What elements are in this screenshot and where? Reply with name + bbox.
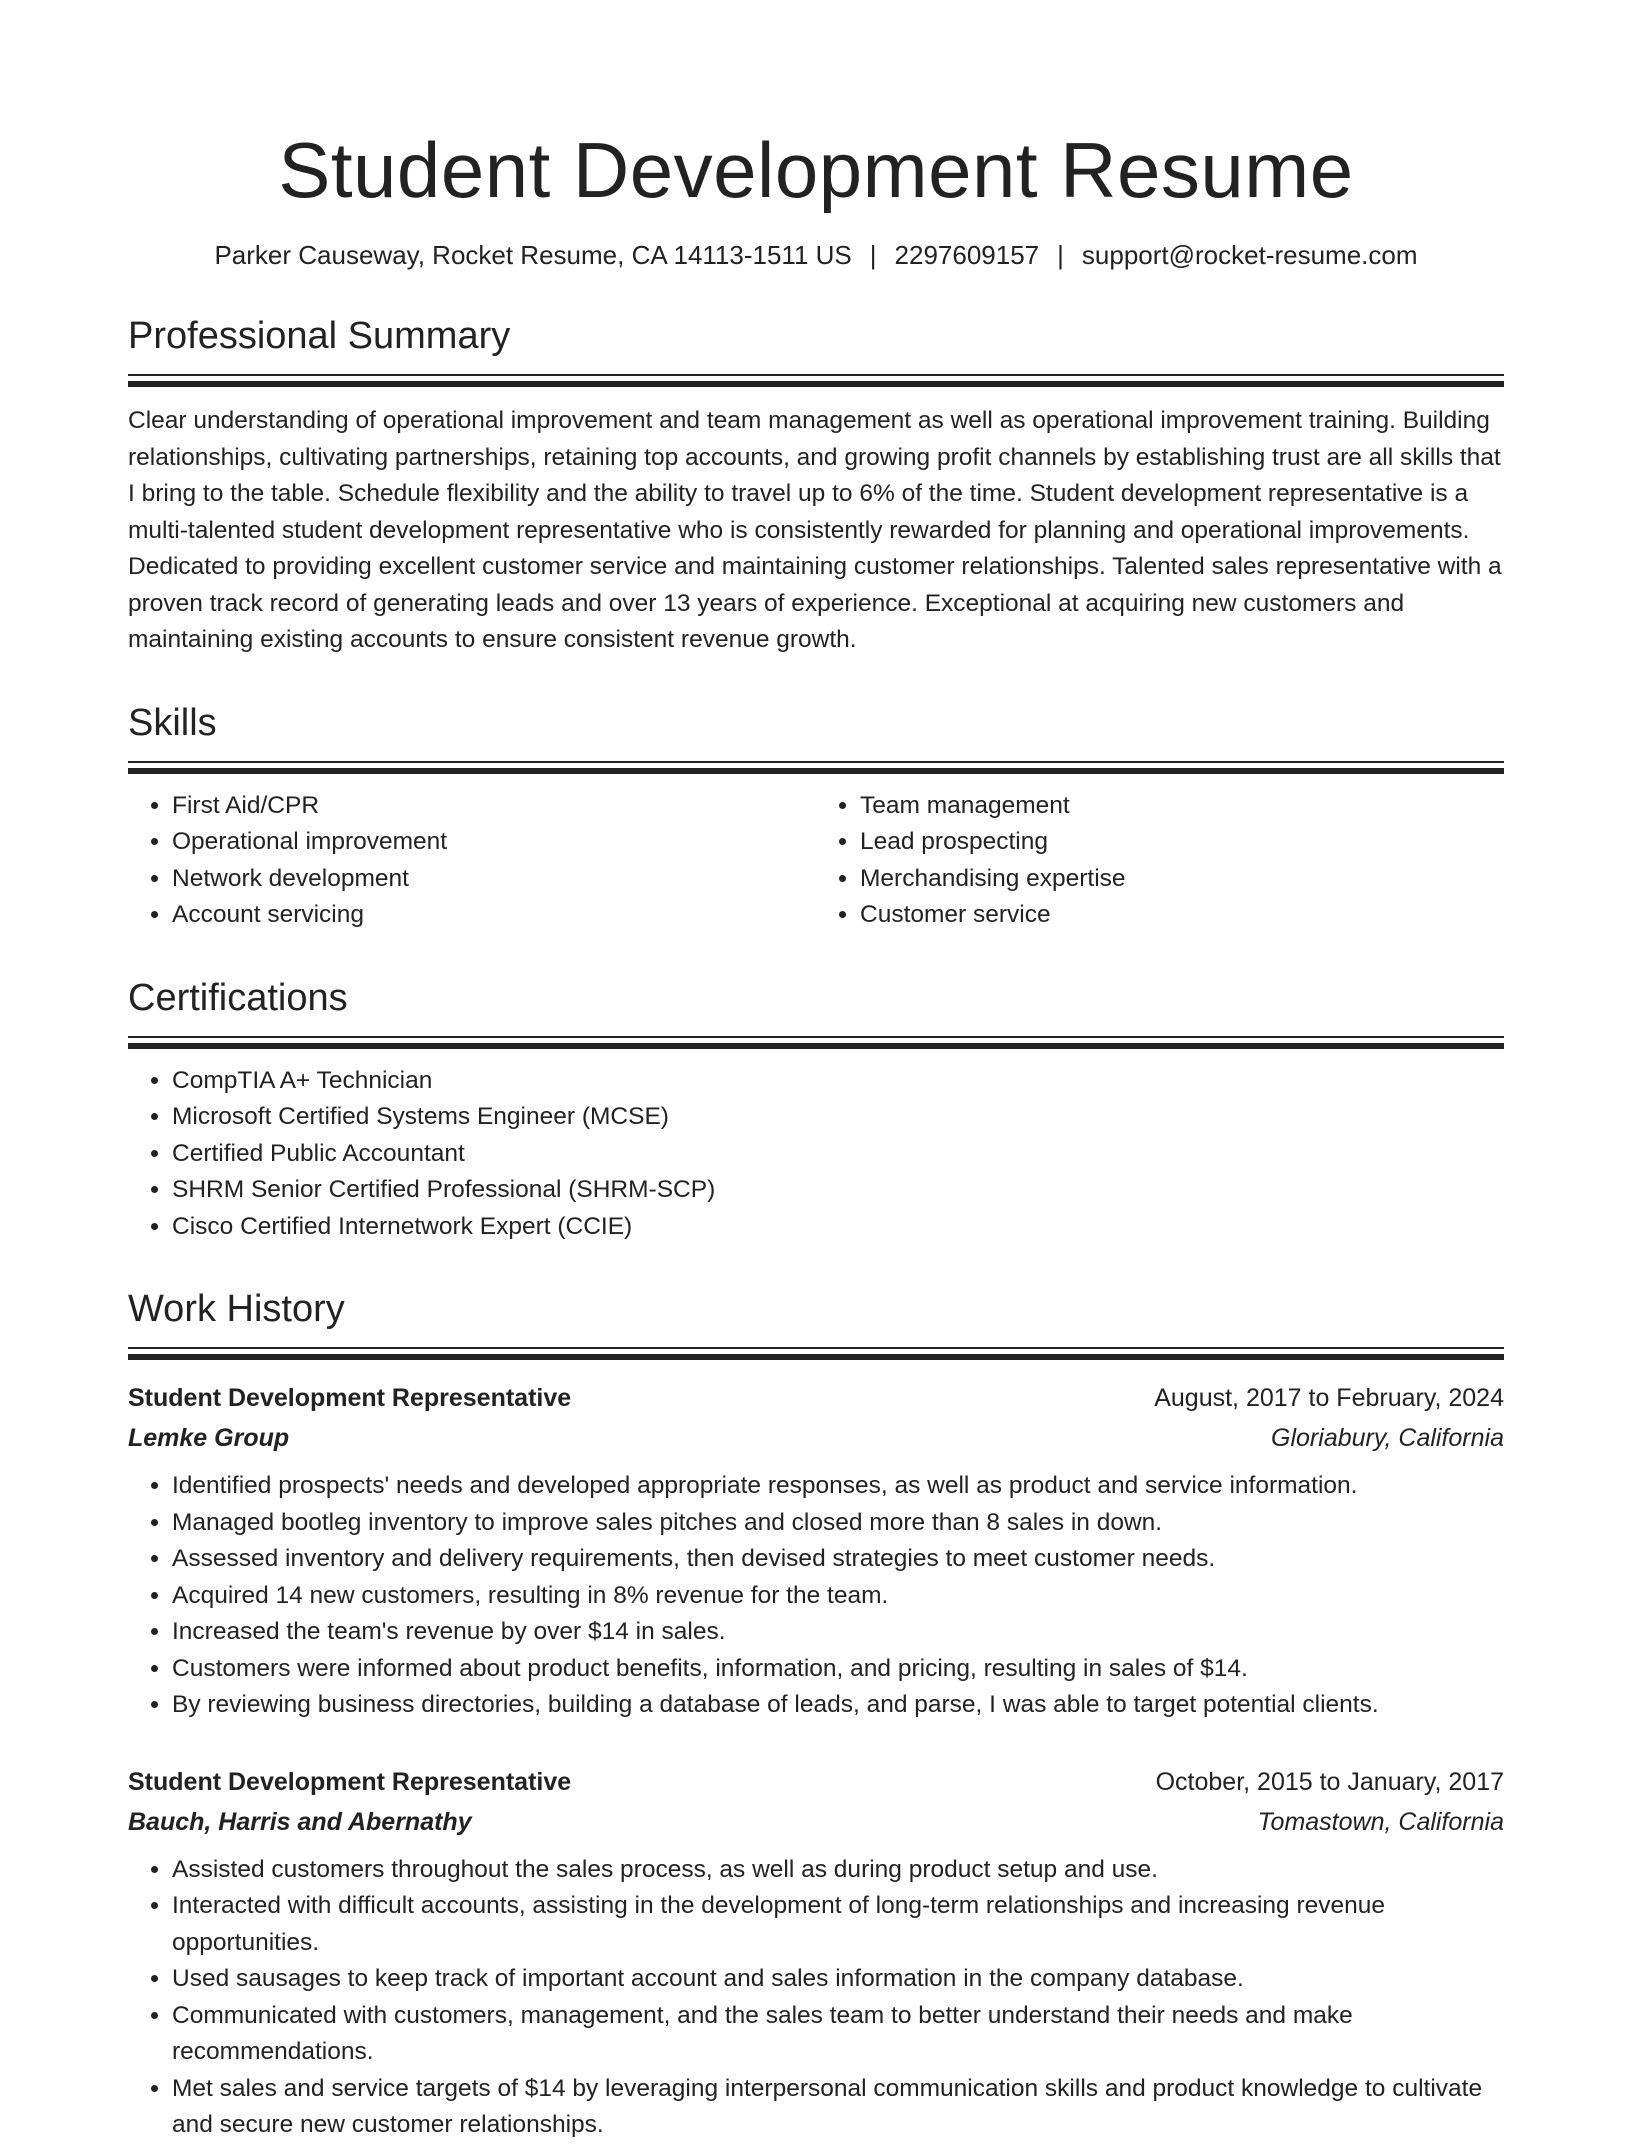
certification-item: • Certified Public Accountant	[172, 1136, 1504, 1173]
skill-item: • Merchandising expertise	[860, 861, 1504, 898]
skill-item: • Customer service	[860, 897, 1504, 934]
skills-list-left	[128, 788, 816, 934]
job-location: Gloriabury, California	[1271, 1424, 1504, 1452]
section-divider	[128, 1347, 1504, 1360]
job-company: Bauch, Harris and Abernathy	[128, 1807, 472, 1836]
job-entry	[128, 1378, 1504, 1724]
contact-email: support@rocket-resume.com	[1081, 240, 1418, 270]
contact-phone: 2297609157	[894, 240, 1040, 270]
certification-item: • Microsoft Certified Systems Engineer (MCSE)	[172, 1099, 1504, 1136]
job-bullet: • Used sausages to keep track of important account and sales information in the company database.	[172, 1961, 1504, 1998]
certification-item: • CompTIA A+ Technician	[172, 1063, 1504, 1100]
contact-line	[128, 238, 1504, 272]
job-company-row	[128, 1802, 1504, 1842]
skills-list-right	[816, 788, 1504, 934]
skills-section	[128, 699, 1504, 934]
section-heading-skills: Skills	[128, 701, 217, 744]
skill-item: • Operational improvement	[172, 824, 816, 861]
job-bullets	[128, 1852, 1504, 2144]
section-heading-work-history: Work History	[128, 1288, 345, 1330]
job-title: Student Development Representative	[128, 1767, 572, 1796]
job-bullet: • By reviewing business directories, building a database of leads, and parse, I was able to target potential clients.	[172, 1687, 1504, 1724]
job-bullet: • Customers were informed about product benefits, information, and pricing, resulting in sales of $14.	[172, 1651, 1504, 1688]
skill-item: • Account servicing	[172, 897, 816, 934]
job-bullet: • Acquired 14 new customers, resulting in 8% revenue for the team.	[172, 1578, 1504, 1615]
job-bullet: • Interacted with difficult accounts, assisting in the development of long-term relationships and increasing revenue opportunities.	[172, 1888, 1504, 1961]
summary-text: Clear understanding of operational improvement and team management as well as operational improvement training. Building relationships, cultivating partnerships, retaining top accounts, and growing profit channels by establishing trust are all skills that I bring to the table. Schedule flexibility and the ability to travel up to 6% of the time. Student development representative is a multi-talented student development representative who is consistently rewarded for planning and operational improvements. Dedicated to providing excellent customer service and maintaining customer relationships. Talented sales representative with a proven track record of generating leads and over 13 years of experience. Exceptional at acquiring new customers and maintaining existing accounts to ensure consistent revenue growth.	[128, 407, 1502, 653]
contact-address: Parker Causeway, Rocket Resume, CA 14113-1511 US	[214, 240, 852, 270]
job-company: Lemke Group	[128, 1424, 290, 1452]
certifications-list	[128, 1063, 1504, 1246]
job-bullet: • Identified prospects' needs and developed appropriate responses, as well as product and service information.	[172, 1468, 1504, 1505]
job-bullets	[128, 1468, 1504, 1724]
job-location: Tomastown, California	[1257, 1807, 1504, 1836]
skill-item: • First Aid/CPR	[172, 788, 816, 825]
job-bullet: • Assisted customers throughout the sales process, as well as during product setup and use.	[172, 1852, 1504, 1889]
job-bullet: • Assessed inventory and delivery requirements, then devised strategies to meet customer needs.	[172, 1541, 1504, 1578]
certification-item: • SHRM Senior Certified Professional (SHRM-SCP)	[172, 1172, 1504, 1209]
section-divider	[128, 1036, 1504, 1049]
professional-summary-section	[128, 312, 1504, 659]
resume-title: Student Development Resume	[278, 126, 1354, 214]
contact-separator: |	[1057, 240, 1064, 270]
job-dates: August, 2017 to February, 2024	[1154, 1384, 1504, 1412]
job-entry	[128, 1762, 1504, 2144]
section-divider	[128, 374, 1504, 387]
job-title-row	[128, 1762, 1504, 1802]
contact-separator: |	[869, 240, 877, 270]
job-bullet: • Managed bootleg inventory to improve sales pitches and closed more than 8 sales in down.	[172, 1505, 1504, 1542]
section-heading-summary: Professional Summary	[128, 315, 511, 357]
skill-item: • Team management	[860, 788, 1504, 825]
job-bullet: • Communicated with customers, management, and the sales team to better understand their needs and make recommendations.	[172, 1998, 1504, 2071]
job-dates: October, 2015 to January, 2017	[1155, 1767, 1504, 1796]
job-company-row	[128, 1418, 1504, 1458]
certification-item: • Cisco Certified Internetwork Expert (CCIE)	[172, 1209, 1504, 1246]
section-heading-certifications: Certifications	[128, 976, 348, 1019]
job-bullet: • Increased the team's revenue by over $14 in sales.	[172, 1614, 1504, 1651]
skills-grid	[128, 788, 1504, 934]
work-history-section	[128, 1285, 1504, 2144]
skill-item: • Lead prospecting	[860, 824, 1504, 861]
section-divider	[128, 761, 1504, 774]
certifications-section	[128, 974, 1504, 1246]
job-title-row	[128, 1378, 1504, 1418]
job-bullet: • Met sales and service targets of $14 by leveraging interpersonal communication skills and product knowledge to cultivate and secure new customer relationships.	[172, 2071, 1504, 2144]
skill-item: • Network development	[172, 861, 816, 898]
job-title: Student Development Representative	[128, 1384, 572, 1412]
